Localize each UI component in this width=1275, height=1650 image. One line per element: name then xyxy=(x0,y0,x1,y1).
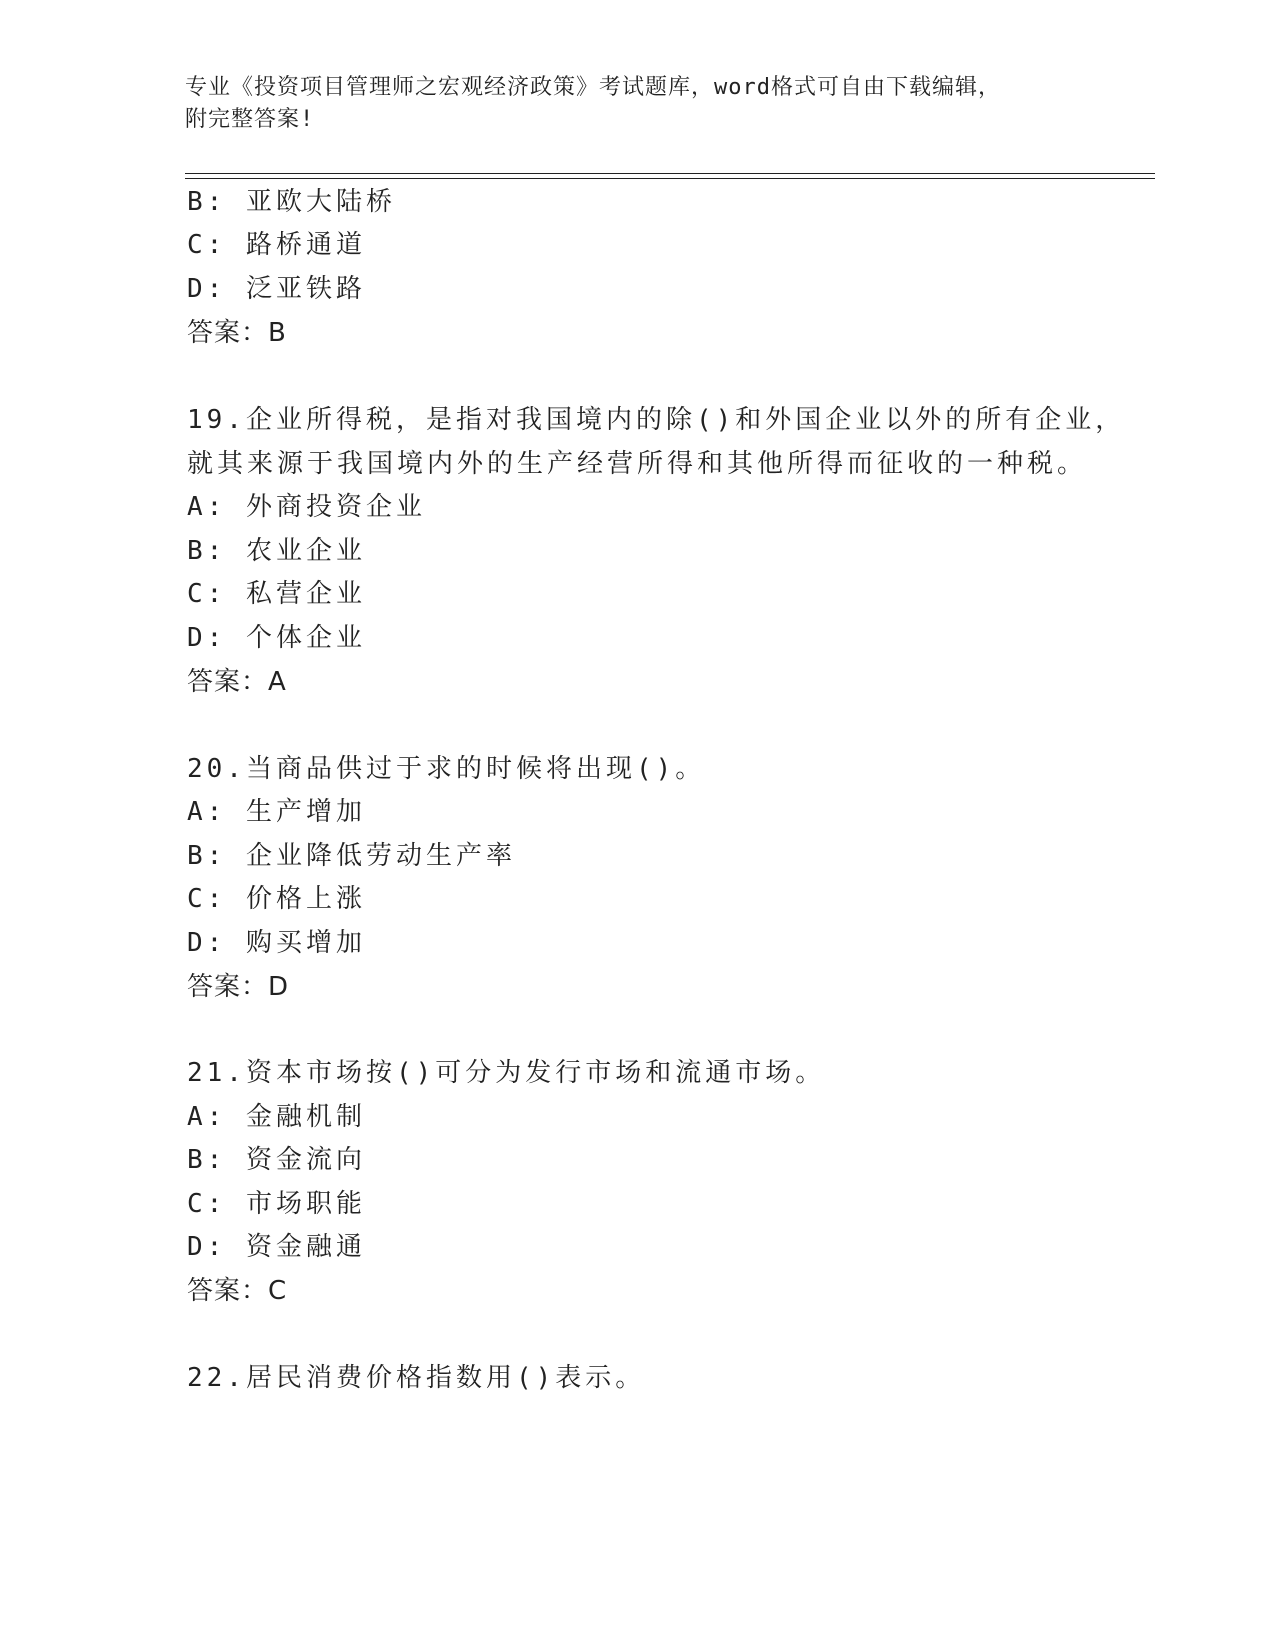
q19-answer: 答案：A xyxy=(187,667,287,697)
q21-answer: 答案：C xyxy=(187,1276,288,1306)
q19-option-d: D: 个体企业 xyxy=(187,623,366,653)
q20-answer: 答案：D xyxy=(187,972,290,1002)
q21-stem: 21.资本市场按()可分为发行市场和流通市场。 xyxy=(187,1058,826,1088)
q21-option-a: A: 金融机制 xyxy=(187,1102,366,1132)
q18-option-b: B: 亚欧大陆桥 xyxy=(187,187,396,217)
q19-option-a: A: 外商投资企业 xyxy=(187,492,426,522)
q20-option-a: A: 生产增加 xyxy=(187,797,366,827)
q21-option-c: C: 市场职能 xyxy=(187,1189,366,1219)
q20-stem: 20.当商品供过于求的时候将出现()。 xyxy=(187,754,706,784)
q18-option-c: C: 路桥通道 xyxy=(187,230,366,260)
q20-option-c: C: 价格上涨 xyxy=(187,884,366,914)
q19-stem-line-2: 就其来源于我国境内外的生产经营所得和其他所得而征收的一种税。 xyxy=(187,449,1088,479)
q19-option-c: C: 私营企业 xyxy=(187,579,366,609)
header-line-2: 附完整答案! xyxy=(185,107,315,132)
q21-option-b: B: 资金流向 xyxy=(187,1145,366,1175)
header-rule-top xyxy=(185,173,1155,174)
q21-option-d: D: 资金融通 xyxy=(187,1232,366,1262)
q18-answer: 答案：B xyxy=(187,318,287,348)
q20-option-d: D: 购买增加 xyxy=(187,928,366,958)
header-line-1: 专业《投资项目管理师之宏观经济政策》考试题库，word格式可自由下载编辑， xyxy=(185,75,1001,100)
q20-option-b: B: 企业降低劳动生产率 xyxy=(187,841,516,871)
q18-option-d: D: 泛亚铁路 xyxy=(187,274,366,304)
document-header xyxy=(185,72,1085,136)
q22-stem: 22.居民消费价格指数用()表示。 xyxy=(187,1363,646,1393)
header-rule-bottom xyxy=(185,178,1155,179)
q19-stem-line-1: 19.企业所得税，是指对我国境内的除()和外国企业以外的所有企业， xyxy=(187,405,1126,435)
q19-option-b: B: 农业企业 xyxy=(187,536,366,566)
